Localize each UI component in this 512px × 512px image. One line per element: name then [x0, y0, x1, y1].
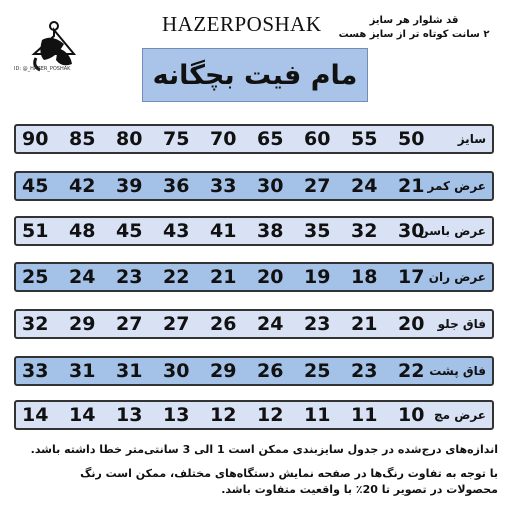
cell-value: 14 — [22, 404, 49, 426]
cell-value: 14 — [69, 404, 96, 426]
cell-value: 70 — [210, 128, 237, 150]
cell-value: 31 — [69, 360, 96, 382]
cell-value: 17 — [398, 266, 425, 288]
cell-value: 30 — [257, 175, 284, 197]
cell-value: 38 — [257, 220, 284, 242]
table-row — [14, 262, 494, 292]
cell-value: 13 — [116, 404, 143, 426]
cell-value: 30 — [163, 360, 190, 382]
row-label: عرض باسن — [418, 224, 486, 238]
hanger-figure-icon — [34, 22, 74, 70]
logo-tagline: ID: @_HAZER_POSHAK — [14, 66, 71, 72]
cell-value: 35 — [304, 220, 331, 242]
cell-value: 51 — [22, 220, 49, 242]
row-values — [22, 218, 445, 244]
cell-value: 22 — [398, 360, 425, 382]
cell-value: 33 — [210, 175, 237, 197]
cell-value: 25 — [22, 266, 49, 288]
page-title: مام فیت بچگانه — [142, 48, 368, 102]
cell-value: 27 — [116, 313, 143, 335]
color-disclaimer-line1: با توجه به تفاوت رنگ‌ها در صفحه نمایش دستگاه‌های مختلف، ممکن است رنگ — [80, 467, 498, 480]
cell-value: 75 — [163, 128, 190, 150]
table-row — [14, 124, 494, 154]
cell-value: 21 — [398, 175, 425, 197]
cell-value: 24 — [351, 175, 378, 197]
cell-value: 12 — [210, 404, 237, 426]
row-values — [22, 126, 445, 152]
cell-value: 33 — [22, 360, 49, 382]
cell-value: 43 — [163, 220, 190, 242]
cell-value: 20 — [398, 313, 425, 335]
cell-value: 42 — [69, 175, 96, 197]
cell-value: 29 — [69, 313, 96, 335]
tolerance-note: اندازه‌های درج‌شده در جدول سایزبندی ممکن است 1 الی 3 سانتی‌متر خطا داشته باشد. — [30, 443, 498, 456]
brand-name: HAZERPOSHAK — [162, 12, 322, 36]
cell-value: 55 — [351, 128, 378, 150]
cell-value: 27 — [163, 313, 190, 335]
cell-value: 90 — [22, 128, 49, 150]
cell-value: 18 — [351, 266, 378, 288]
cell-value: 50 — [398, 128, 425, 150]
cell-value: 36 — [163, 175, 190, 197]
row-label: عرض مچ — [433, 408, 486, 422]
cell-value: 27 — [304, 175, 331, 197]
cell-value: 31 — [116, 360, 143, 382]
table-row — [14, 216, 494, 246]
cell-value: 65 — [257, 128, 284, 150]
cell-value: 23 — [304, 313, 331, 335]
cell-value: 11 — [304, 404, 331, 426]
cell-value: 11 — [351, 404, 378, 426]
cell-value: 22 — [163, 266, 190, 288]
cell-value: 29 — [210, 360, 237, 382]
row-label: فاق پشت — [429, 364, 486, 378]
cell-value: 26 — [210, 313, 237, 335]
table-row — [14, 400, 494, 430]
row-values — [22, 402, 445, 428]
cell-value: 20 — [257, 266, 284, 288]
cell-value: 41 — [210, 220, 237, 242]
table-row — [14, 356, 494, 386]
cell-value: 32 — [351, 220, 378, 242]
cell-value: 80 — [116, 128, 143, 150]
row-label: فاق جلو — [437, 317, 486, 331]
cell-value: 48 — [69, 220, 96, 242]
cell-value: 60 — [304, 128, 331, 150]
cell-value: 19 — [304, 266, 331, 288]
row-values — [22, 311, 445, 337]
cell-value: 24 — [69, 266, 96, 288]
cell-value: 25 — [304, 360, 331, 382]
row-values — [22, 264, 445, 290]
cell-value: 32 — [22, 313, 49, 335]
cell-value: 13 — [163, 404, 190, 426]
cell-value: 23 — [351, 360, 378, 382]
cell-value: 39 — [116, 175, 143, 197]
cell-value: 10 — [398, 404, 425, 426]
row-label: سایز — [457, 132, 486, 146]
table-row — [14, 309, 494, 339]
cell-value: 30 — [398, 220, 425, 242]
cell-value: 45 — [116, 220, 143, 242]
row-label: عرض ران — [428, 270, 486, 284]
length-note-line2: ۲ سانت کوتاه تر از سایز هست — [338, 29, 490, 40]
cell-value: 85 — [69, 128, 96, 150]
color-disclaimer-line2: محصولات در تصویر تا 20٪ با واقعیت متفاوت باشد. — [221, 483, 498, 496]
cell-value: 23 — [116, 266, 143, 288]
row-values — [22, 358, 445, 384]
cell-value: 45 — [22, 175, 49, 197]
row-label: عرض کمر — [427, 179, 486, 193]
cell-value: 12 — [257, 404, 284, 426]
cell-value: 26 — [257, 360, 284, 382]
cell-value: 24 — [257, 313, 284, 335]
table-row — [14, 171, 494, 201]
cell-value: 21 — [351, 313, 378, 335]
cell-value: 21 — [210, 266, 237, 288]
row-values — [22, 173, 445, 199]
length-note — [334, 14, 494, 42]
color-disclaimer — [8, 466, 498, 498]
length-note-line1: قد شلوار هر سایز — [369, 15, 459, 26]
